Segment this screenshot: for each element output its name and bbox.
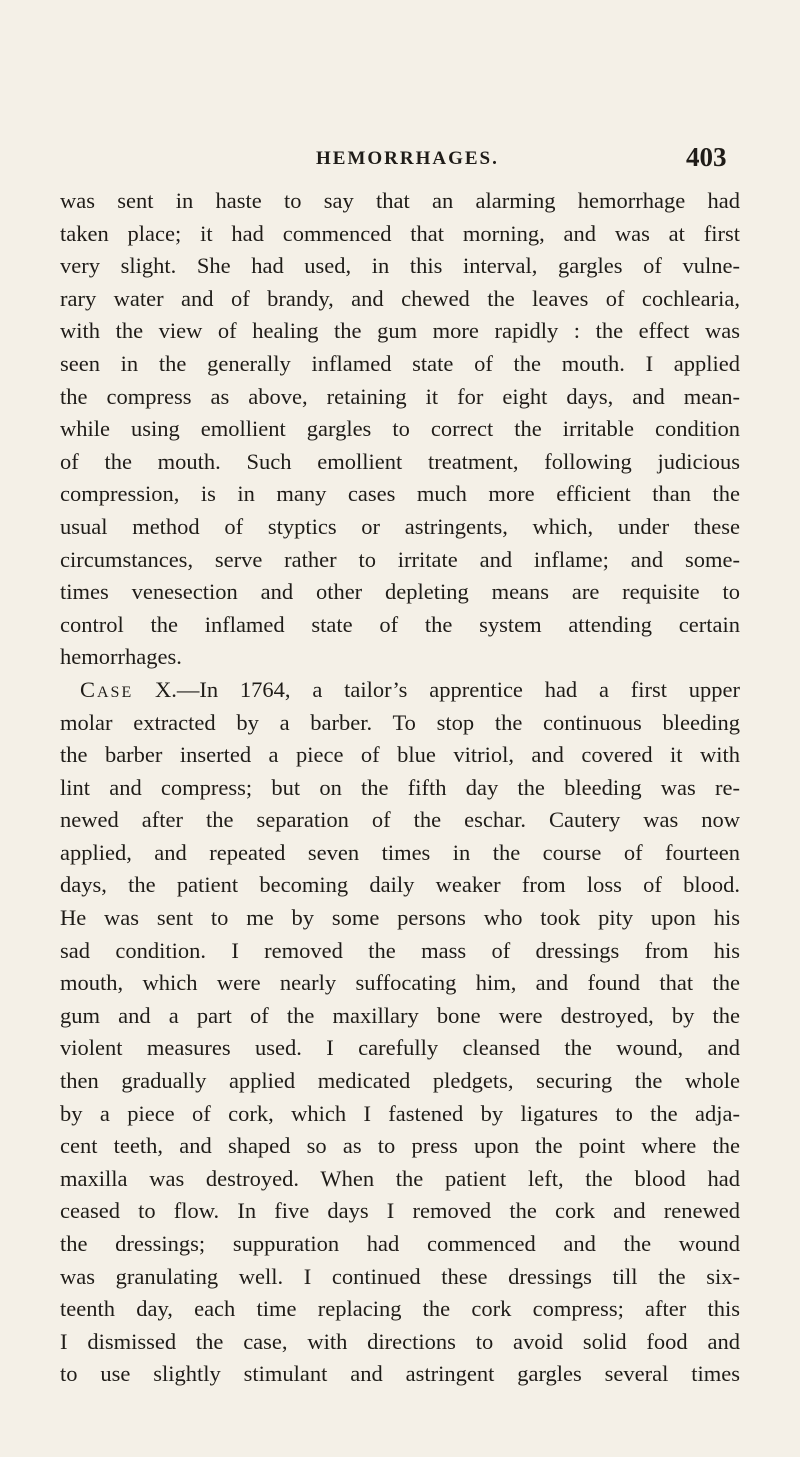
text-line: while using emollient gargles to correct the irritable condition <box>60 416 740 442</box>
case-heading-line <box>60 674 740 707</box>
text-line: circumstances, serve rather to irritate and inflame; and some- <box>60 546 740 572</box>
text-line: times venesection and other depleting means are requisite to <box>60 579 740 605</box>
text-line: molar extracted by a barber. To stop the continuous bleeding <box>60 709 740 735</box>
case-line-text: X.—In 1764, a tailor’s apprentice had a first upper <box>155 676 740 702</box>
running-head: HEMORRHAGES. <box>316 148 499 169</box>
text-line: the dressings; suppuration had commenced and the wound <box>60 1231 740 1256</box>
text-line: compression, is in many cases much more efficient than the <box>60 481 740 507</box>
text-line: to use slightly stimulant and astringent gargles several times <box>60 1361 740 1387</box>
body-text <box>60 185 740 1391</box>
text-line: by a piece of cork, which I fastened by ligatures to the adja- <box>60 1100 740 1126</box>
text-line: newed after the separation of the eschar. Cautery was now <box>60 807 740 833</box>
text-line: taken place; it had commenced that morning, and was at first <box>60 220 740 246</box>
text-line: days, the patient becoming daily weaker from loss of blood. <box>60 872 740 898</box>
text-line: He was sent to me by some persons who took pity upon his <box>60 905 740 931</box>
text-line: I dismissed the case, with directions to avoid solid food and <box>60 1328 740 1354</box>
text-line: with the view of healing the gum more rapidly : the effect was <box>60 318 740 344</box>
text-line: the barber inserted a piece of blue vitriol, and covered it with <box>60 742 740 768</box>
text-line: applied, and repeated seven times in the course of fourteen <box>60 839 740 865</box>
text-line: teenth day, each time replacing the cork compress; after this <box>60 1296 740 1322</box>
text-line: hemorrhages. <box>60 644 182 670</box>
text-line: control the inflamed state of the system attending certain <box>60 611 740 637</box>
text-line: very slight. She had used, in this interval, gargles of vulne- <box>60 253 740 279</box>
text-line: rary water and of brandy, and chewed the leaves of cochlearia, <box>60 285 740 311</box>
text-line: maxilla was destroyed. When the patient left, the blood had <box>60 1165 740 1191</box>
text-line: seen in the generally inflamed state of the mouth. I applied <box>60 350 740 376</box>
text-line: then gradually applied medicated pledgets, securing the whole <box>60 1068 740 1094</box>
page-number: 403 <box>686 142 727 172</box>
text-line: sad condition. I removed the mass of dressings from his <box>60 937 740 963</box>
text-line: gum and a part of the maxillary bone were destroyed, by the <box>60 1002 740 1028</box>
text-line: of the mouth. Such emollient treatment, following judicious <box>60 448 740 474</box>
text-line: violent measures used. I carefully cleansed the wound, and <box>60 1035 740 1061</box>
text-line: cent teeth, and shaped so as to press upon the point where the <box>60 1133 740 1159</box>
page-header <box>0 142 800 176</box>
text-line: was granulating well. I continued these dressings till the six- <box>60 1263 740 1289</box>
text-line: lint and compress; but on the fifth day the bleeding was re- <box>60 774 740 800</box>
text-line: was sent in haste to say that an alarming hemorrhage had <box>60 188 740 213</box>
text-line: the compress as above, retaining it for eight days, and mean- <box>60 383 740 409</box>
text-line: usual method of styptics or astringents, which, under these <box>60 513 740 539</box>
case-label: Case <box>80 676 134 702</box>
text-line: mouth, which were nearly suffocating him, and found that the <box>60 970 740 996</box>
text-line: ceased to flow. In five days I removed the cork and renewed <box>60 1198 740 1224</box>
